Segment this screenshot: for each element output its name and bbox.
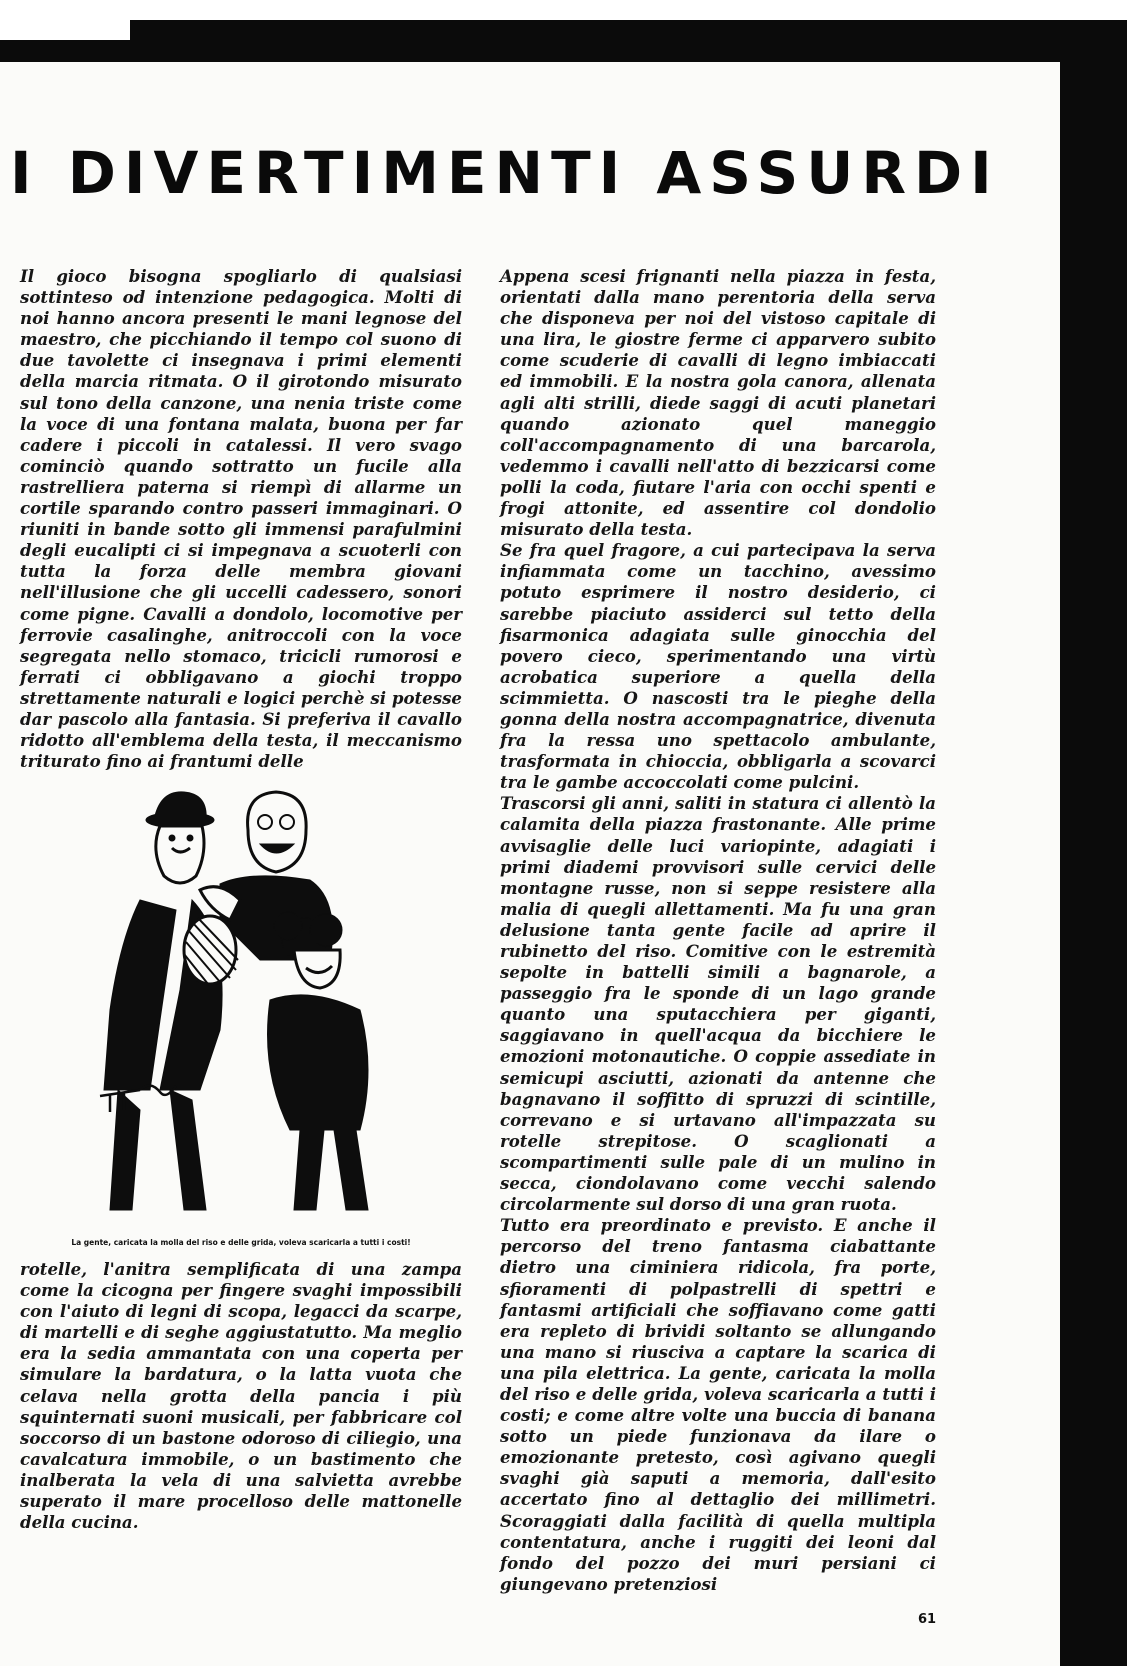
paragraph: Trascorsi gli anni, saliti in statura ci allentò la calamita della piazza frastonante. Alle prime avvisaglie delle luci variopinte, adagiati i primi diademi provvisori sulle cervici delle montagne russe, non si seppe resistere alla malia di quegli allettamenti. Ma fu una gran delusione tanta gente facile ad aprire il rubinetto del riso. Comitive con le estremità sepolte in battelli simili a bagnarole, a passeggio fra le sponde di un lago grande quanto una sputacchiera per giganti, saggiavano in quell'acqua da bicchiere le emozioni motonautiche. O coppie assediate in semicupi asciutti, azionati da antenne che bagnavano il soffitto di spruzzi di scintille, correvano e si urtavano all'impazzata su rotelle strepitose. O scaglionati a scompartimenti sulle pale di un mulino in secca, ciondolavano come vecchi salendo circolarmente sul dorso di una gran ruota.	[500, 793, 936, 1215]
illustration-caption: La gente, caricata la molla del riso e delle grida, voleva scaricarla a tutti i costi!	[71, 1238, 411, 1247]
paragraph: Se fra quel fragore, a cui partecipava la serva infiammata come un tacchino, avessimo potuto esprimere il nostro desiderio, ci sarebbe piaciuto assiderci sul tetto della fisarmonica adagiata sulle ginocchia del povero cieco, sperimentando una virtù acrobatica superiore a quella della scimmietta. O nascosti tra le pieghe della gonna della nostra accompagnatrice, divenuta fra la ressa uno spettacolo ambulante, trasformata in chioccia, obbligarla a scovarci tra le gambe accoccolati come pulcini.	[500, 540, 936, 793]
paragraph: Tutto era preordinato e previsto. E anche il percorso del treno fantasma ciabattante dietro una ciminiera ridicola, fra porte, sfioramenti di polpastrelli di spettri e fantasmi artificiali che soffiavano come gatti era repleto di brividi soltanto se allungando una mano si riusciva a captare la scarica di una pila elettrica. La gente, caricata la molla del riso e delle grida, voleva scaricarla a tutti i costi; e come altre volte una buccia di banana sotto un piede funzionava da ilare o emozionante pretesto, così agivano quegli svaghi già saputi a memoria, dall'esito accertato fino al dettaglio dei millimetri. Scoraggiati dalla facilità di quella multipla contentatura, anche i ruggiti dei leoni dal fondo del pozzo dei muri persiani ci giungevano pretenziosi	[500, 1215, 936, 1594]
left-column-top	[20, 266, 462, 772]
scan-top-border	[130, 20, 1127, 62]
article-title: I DIVERTIMENTI ASSURDI	[10, 138, 1000, 207]
paragraph: Appena scesi frignanti nella piazza in festa, orientati dalla mano perentoria della serva che disponeva per noi del vistoso capitale di una lira, le giostre ferme ci apparvero subito come scuderie di cavalli di legno imbiaccati ed immobili. E la nostra gola canora, allenata agli alti strilli, diede saggi di acuti planetari quando azionato quel maneggio coll'accompagnamento di una barcarola, vedemmo i cavalli nell'atto di bezzicarsi come polli la coda, fiutare l'aria con occhi spenti e frogi attonite, ed assentire col dondolio misurato della testa.	[500, 266, 936, 540]
crowd-illustration	[80, 790, 390, 1240]
paragraph: rotelle, l'anitra semplificata di una zampa come la cicogna per fingere svaghi impossibili con l'aiuto di legni di scopa, legacci da scarpe, di martelli e di seghe aggiustatutto. Ma meglio era la sedia ammantata con una coperta per simulare la bardatura, o la latta vuota che celava nella grotta della pancia i più squinternati suoni musicali, per fabbricare col soccorso di un bastone odoroso di ciliegio, una cavalcatura immobile, o un bastimento che inalberata la vela di una salvietta avrebbe superato il mare procelloso delle mattonelle della cucina.	[20, 1259, 462, 1533]
page-number: 61	[918, 1612, 937, 1627]
bowler-hat-man	[104, 792, 222, 1210]
paragraph: Il gioco bisogna spogliarlo di qualsiasi sottinteso od intenzione pedagogica. Molti di noi hanno ancora presenti le mani legnose del maestro, che picchiando il tempo col suono di due tavolette ci insegnava i primi elementi della marcia ritmata. O il girotondo misurato sul tono della canzone, una nenia triste come la voce di una fontana malata, buona per far cadere i piccoli in catalessi. Il vero svago cominciò quando sottratto un fucile alla rastrelliera paterna si riempì di allarme un cortile sparando contro passeri immaginari. O riuniti in bande sotto gli immensi parafulmini degli eucalipti ci si impegnava a scuoterli con tutta la forza delle membra giovani nell'illusione che gli uccelli cadessero, sonori come pigne. Cavalli a dondolo, locomotive per ferrovie casalinghe, anitroccoli con la voce segregata nello stomaco, tricicli rumorosi e ferrati ci obbligavano a giochi troppo strettamente naturali e logici perchè si potesse dar pascolo alla fantasia. Si preferiva il cavallo ridotto all'emblema della testa, il meccanismo triturato fino ai frantumi delle	[20, 266, 462, 772]
hatched-figure	[184, 916, 238, 984]
left-column-bottom	[20, 1259, 462, 1533]
scan-right-border	[1057, 20, 1127, 1666]
right-column	[500, 266, 936, 1595]
scan-top-border-left	[0, 40, 130, 64]
